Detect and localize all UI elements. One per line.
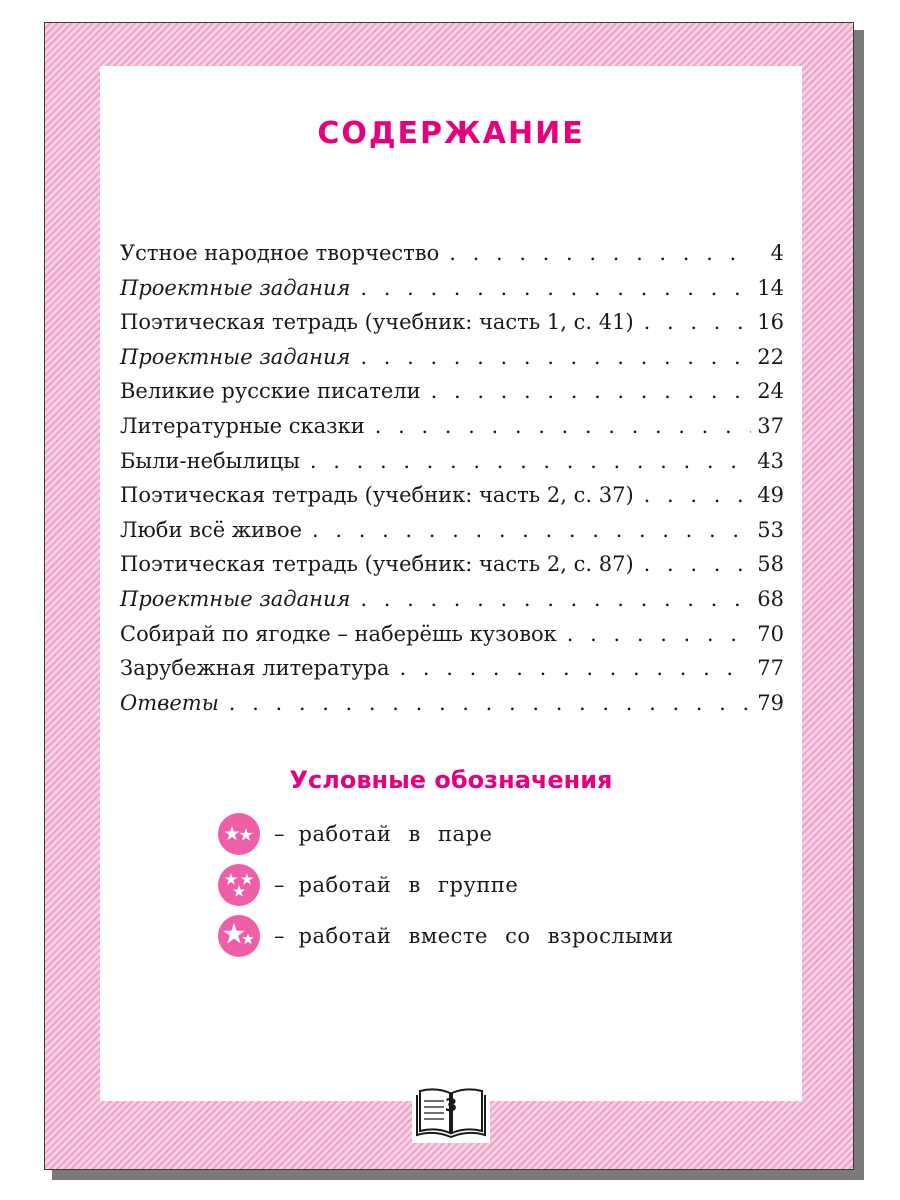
three-stars-icon (218, 864, 260, 906)
legend-item-group (218, 859, 674, 910)
toc-entry[interactable] (120, 449, 784, 484)
toc-entry-page: 22 (757, 344, 784, 369)
toc-entry[interactable] (120, 656, 784, 691)
legend-item-pair (218, 808, 674, 859)
toc-entry[interactable] (120, 310, 784, 345)
toc-entry-page: 53 (757, 517, 784, 542)
toc-entry-label: Поэтическая тетрадь (учебник: часть 2, с. 37) (120, 483, 634, 508)
toc-leader-dots (449, 241, 752, 265)
toc-entry-page: 77 (757, 656, 784, 681)
toc-entry-page: 14 (757, 275, 784, 300)
page-content (100, 66, 802, 1101)
table-of-contents (120, 241, 784, 725)
toc-leader-dots (644, 310, 752, 334)
toc-entry-page: 16 (757, 310, 784, 335)
two-stars-icon (218, 813, 260, 855)
toc-entry[interactable] (120, 518, 784, 553)
legend-title: Условные обозначения (289, 766, 613, 794)
page-title: СОДЕРЖАНИЕ (317, 116, 585, 151)
toc-entry-page: 70 (757, 621, 784, 646)
toc-entry-page: 68 (757, 586, 784, 611)
toc-entry[interactable] (120, 587, 784, 622)
legend-text: работай вместе со взрослыми (298, 923, 674, 948)
toc-leader-dots (312, 518, 751, 542)
toc-entry-page: 79 (757, 690, 784, 715)
toc-entry[interactable] (120, 552, 784, 587)
toc-entry-label: Собирай по ягодке – наберёшь кузовок (120, 621, 557, 646)
toc-entry[interactable] (120, 379, 784, 414)
toc-entry-label: Люби всё живое (120, 517, 303, 542)
toc-leader-dots (310, 449, 751, 473)
legend-dash: – (274, 821, 285, 846)
toc-entry[interactable] (120, 241, 784, 276)
toc-entry-label: Поэтическая тетрадь (учебник: часть 1, с. 41) (120, 310, 634, 335)
toc-entry-label: Устное народное творчество (120, 241, 440, 265)
toc-leader-dots (644, 552, 752, 576)
toc-entry-page: 4 (770, 241, 784, 265)
toc-entry-label: Проектные задания (120, 344, 351, 369)
legend-item-adults (218, 910, 674, 961)
toc-entry-label: Проектные задания (120, 586, 351, 611)
legend-list (218, 808, 674, 961)
toc-entry-page: 58 (757, 552, 784, 577)
page-frame (44, 22, 854, 1170)
toc-entry-label: Поэтическая тетрадь (учебник: часть 2, с. 87) (120, 552, 634, 577)
toc-entry-label: Великие русские писатели (120, 379, 421, 404)
toc-entry[interactable] (120, 345, 784, 380)
legend-text: работай в группе (298, 872, 519, 897)
toc-entry-page: 43 (757, 448, 784, 473)
toc-entry-label: Зарубежная литература (120, 656, 390, 681)
legend-text: работай в паре (298, 821, 493, 846)
page-number-badge (412, 1083, 490, 1143)
toc-leader-dots (360, 587, 751, 611)
toc-leader-dots (229, 691, 751, 715)
page-number: 3 (444, 1095, 458, 1116)
toc-leader-dots (360, 345, 751, 369)
legend-dash: – (274, 923, 285, 948)
toc-entry-page: 24 (757, 379, 784, 404)
toc-entry-label: Ответы (120, 690, 219, 715)
legend-dash: – (274, 872, 285, 897)
toc-entry[interactable] (120, 276, 784, 311)
toc-entry[interactable] (120, 622, 784, 657)
toc-entry[interactable] (120, 414, 784, 449)
toc-leader-dots (644, 483, 752, 507)
toc-leader-dots (431, 379, 752, 403)
toc-entry-label: Проектные задания (120, 275, 351, 300)
big-small-stars-icon (218, 915, 260, 957)
toc-entry-page: 49 (757, 483, 784, 508)
toc-entry[interactable] (120, 483, 784, 518)
toc-leader-dots (567, 622, 751, 646)
toc-leader-dots (400, 656, 752, 680)
toc-leader-dots (375, 414, 752, 438)
toc-leader-dots (360, 276, 751, 300)
toc-entry-page: 37 (757, 413, 784, 438)
toc-entry-label: Литературные сказки (120, 413, 365, 438)
toc-entry[interactable] (120, 691, 784, 726)
toc-entry-label: Были-небылицы (120, 448, 300, 473)
